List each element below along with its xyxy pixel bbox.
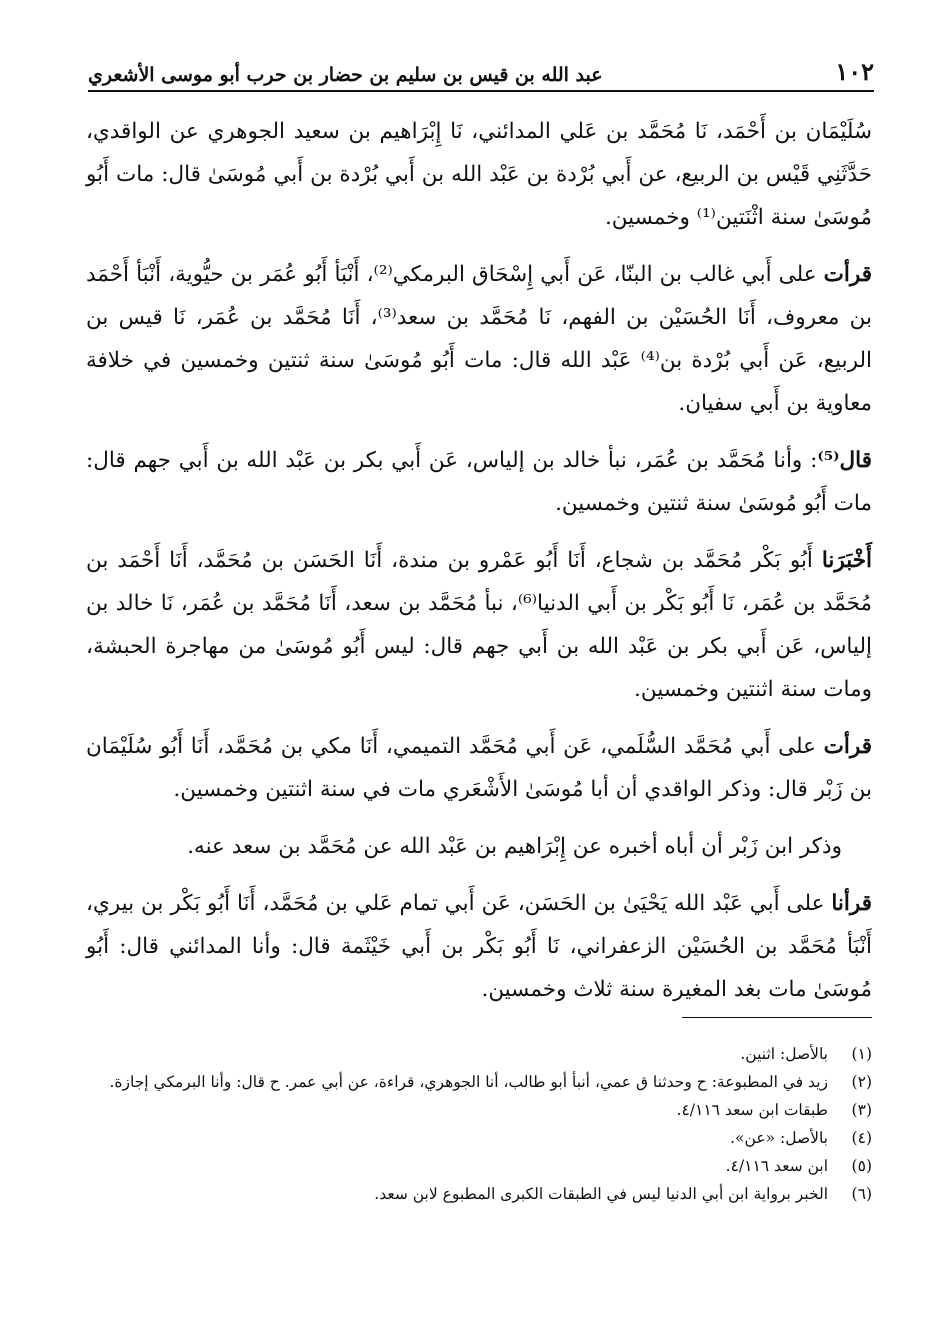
footnote (86, 1096, 872, 1124)
footnote (86, 1040, 872, 1068)
paragraph-text: : وأنا مُحَمَّد بن عُمَر، نبأ خالد بن إلياس، عَن أَبي بكر بن عَبْد الله بن أَبي جهم قال: مات أَبُو مُوسَىٰ سنة ثنتين وخمسين. (86, 448, 872, 516)
running-title: عبد الله بن قيس بن سليم بن حضار بن حرب أبو موسى الأشعري (88, 64, 603, 86)
paragraph-lead: قرأت (823, 262, 873, 287)
page-number: ١٠٢ (835, 57, 874, 86)
paragraph (86, 725, 872, 811)
paragraph-text: على أَبي مُحَمَّد السُّلَمي، عَن أَبي مُحَمَّد التميمي، أَنَا مكي بن مُحَمَّد، أَنَا أَبُو سُلَيْمَان بن زَبْر قال: وذكر الواقدي أن أبا مُوسَىٰ الأَشْعَري مات في سنة اثنتين وخمسين. (86, 734, 872, 802)
footnote-text: طبقات ابن سعد ٤/١١٦. (676, 1101, 828, 1119)
footnote (86, 1068, 872, 1096)
footnote (86, 1180, 872, 1208)
footnote-number: (٤) (851, 1129, 872, 1147)
paragraph (86, 882, 872, 1011)
paragraph (86, 439, 872, 525)
paragraph-text: أَبُو بَكْر مُحَمَّد بن شجاع، أَنَا أَبُو عَمْرو بن مندة، أَنَا الحَسَن بن مُحَمَّد، أَنَا أَحْمَد بن مُحَمَّد بن عُمَر، نَا أَبُو بَكْر بن أَبي الدنيا⁽⁶⁾، نبأ مُحَمَّد بن سعد، أَنَا مُحَمَّد بن عُمَر، نَا خالد بن إلياس، عَن أَبي بكر بن عَبْد الله بن أَبي جهم قال: ليس أَبُو مُوسَىٰ من مهاجرة الحبشة، ومات سنة اثنتين وخمسين. (86, 548, 872, 702)
paragraph-lead: قال⁽⁵⁾ (817, 448, 872, 473)
main-text (86, 110, 872, 1025)
paragraph-text: على أَبي عَبْد الله يَحْيَىٰ بن الحَسَن، عَن أَبي تمام عَلي بن مُحَمَّد، أَنَا أَبُو بَكْر بن بيري، أَنْبَأ مُحَمَّد بن الحُسَيْن الزعفراني، نَا أَبُو بَكْر بن أَبي خَيْثَمة قال: وأنا المدائني قال: أَبُو مُوسَىٰ مات بغد المغيرة سنة ثلاث وخمسين. (86, 891, 872, 1002)
paragraph (86, 110, 872, 239)
footnote-number: (٢) (851, 1073, 872, 1091)
footnote-number: (٣) (851, 1101, 872, 1119)
footnote-text: زيد في المطبوعة: ح وحدثنا ق عمي، أنبأ أبو طالب، أنا الجوهري، قراءة، عن أبي عمر. ح قال: وأنا البرمكي إجازة. (109, 1073, 828, 1091)
paragraph-text: على أَبي غالب بن البنّا، عَن أَبي إِسْحَاق البرمكي⁽²⁾، أَنْبَأ أَبُو عُمَر بن حيُّوية، أَنْبَأ أَحْمَد بن معروف، أَنَا الحُسَيْن بن الفهم، نَا مُحَمَّد بن سعد⁽³⁾، أَنَا مُحَمَّد بن عُمَر، نَا قيس بن الربيع، عَن أَبي بُرْدة بن⁽⁴⁾ عَبْد الله قال: مات أَبُو مُوسَىٰ سنة ثنتين وخمسين في خلافة معاوية بن أَبي سفيان. (86, 262, 872, 416)
footnote-text: بالأصل: «عن». (730, 1129, 828, 1147)
paragraph-lead: قرأنا (831, 891, 872, 916)
paragraph-text: سُلَيْمَان بن أَحْمَد، نَا مُحَمَّد بن عَلي المدائني، نَا إِبْرَاهيم بن سعيد الجوهري عن الواقدي، حَدَّثَنِي قَيْس بن الربيع، عن أَبي بُرْدة بن عَبْد الله بن أَبي بُرْدة بن أَبي مُوسَىٰ قال: مات أَبُو مُوسَىٰ سنة اثْنَتين⁽¹⁾ وخمسين. (86, 119, 872, 230)
footnote-number: (٦) (851, 1185, 872, 1203)
footnote-text: الخبر برواية ابن أبي الدنيا ليس في الطبقات الكبرى المطبوع لابن سعد. (374, 1185, 828, 1203)
paragraph-lead: قرأت (823, 734, 872, 759)
footnote-number: (٥) (851, 1157, 872, 1175)
footnote-separator (682, 1017, 872, 1018)
footnote (86, 1124, 872, 1152)
paragraph (86, 539, 872, 711)
footnotes (86, 1040, 872, 1208)
paragraph-lead: أَخْبَرَنا (821, 548, 872, 573)
footnote (86, 1152, 872, 1180)
paragraph-text: وذكر ابن زَبْر أن أباه أخبره عن إِبْرَاهيم بن عَبْد الله عن مُحَمَّد بن سعد عنه. (187, 834, 842, 859)
footnote-text: ابن سعد ٤/١١٦. (725, 1157, 828, 1175)
footnote-number: (١) (851, 1045, 872, 1063)
paragraph (86, 253, 872, 425)
footnote-text: بالأصل: اثنين. (740, 1045, 828, 1063)
paragraph (86, 825, 872, 868)
page-header (88, 52, 874, 92)
